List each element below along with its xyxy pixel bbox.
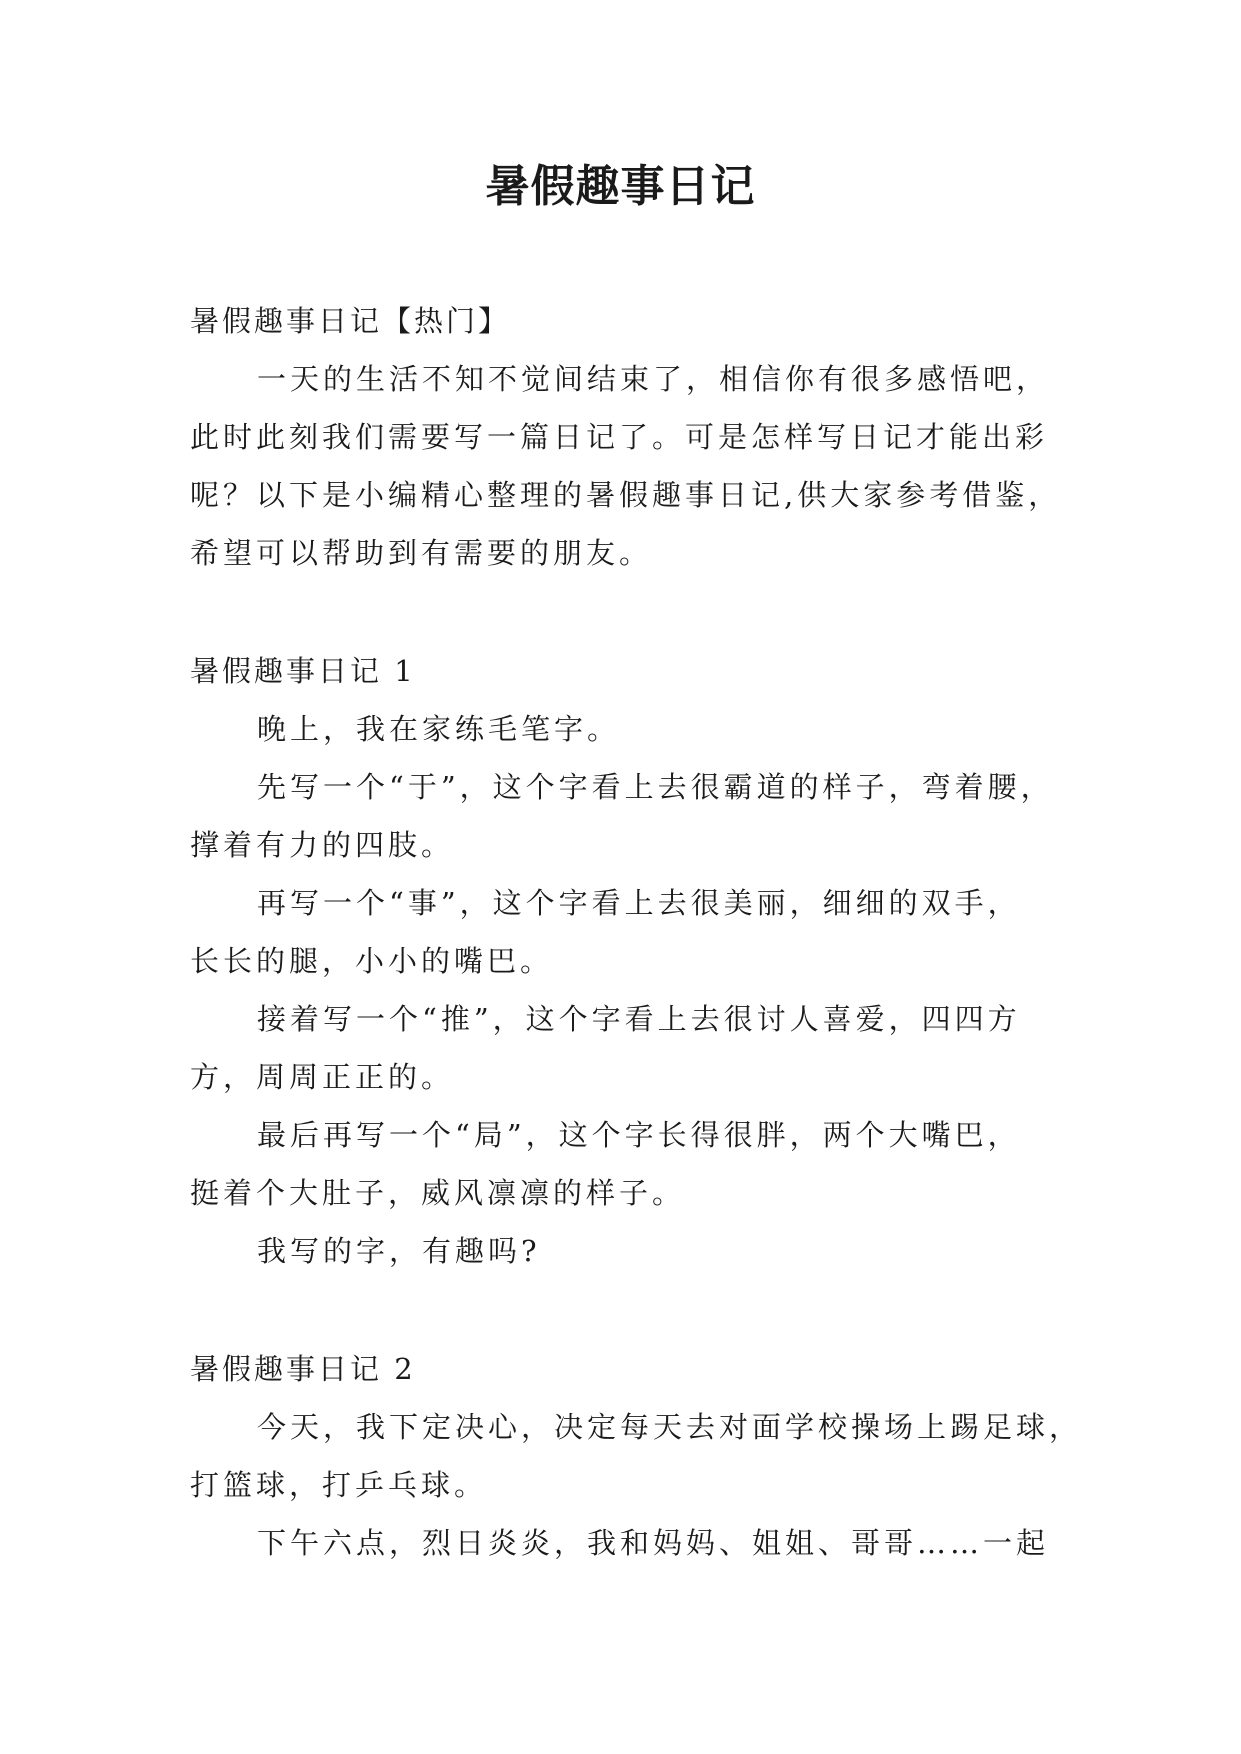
intro-heading: 暑假趣事日记【热门】	[190, 304, 511, 338]
paragraph-line: 再写一个“事”，这个字看上去很美丽，细细的双手，	[257, 886, 1021, 920]
paragraph-line: 晚上，我在家练毛笔字。	[257, 712, 621, 746]
section-1-heading: 暑假趣事日记 1	[190, 654, 416, 688]
paragraph-line: 方，周周正正的。	[190, 1060, 455, 1094]
paragraph-line: 挺着个大肚子，威风凛凛的样子。	[190, 1176, 686, 1210]
paragraph-line: 我写的字，有趣吗?	[257, 1234, 541, 1268]
document-title: 暑假趣事日记	[485, 161, 756, 212]
paragraph-line: 撑着有力的四肢。	[190, 828, 455, 862]
paragraph-line: 此时此刻我们需要写一篇日记了。可是怎样写日记才能出彩	[190, 420, 1049, 454]
paragraph-line: 今天，我下定决心，决定每天去对面学校操场上踢足球，	[257, 1410, 1083, 1444]
paragraph-line: 呢？以下是小编精心整理的暑假趣事日记,供大家参考借鉴，	[190, 478, 1062, 512]
paragraph-line: 下午六点，烈日炎炎，我和妈妈、姐姐、哥哥……一起	[257, 1526, 1050, 1560]
paragraph-line: 长长的腿，小小的嘴巴。	[190, 944, 554, 978]
section-gap	[190, 582, 1070, 642]
document-body	[190, 292, 1083, 1572]
paragraph-line: 最后再写一个“局”，这个字长得很胖，两个大嘴巴，	[257, 1118, 1021, 1152]
paragraph-line: 接着写一个“推”，这个字看上去很讨人喜爱，四四方	[257, 1002, 1021, 1036]
paragraph-line: 一天的生活不知不觉间结束了，相信你有很多感悟吧，	[257, 362, 1050, 396]
paragraph-line: 希望可以帮助到有需要的朋友。	[190, 536, 653, 570]
section-gap	[190, 1280, 1070, 1340]
paragraph-line: 打篮球，打乒乓球。	[190, 1468, 488, 1502]
section-2-heading: 暑假趣事日记 2	[190, 1352, 416, 1386]
paragraph-line: 先写一个“于”，这个字看上去很霸道的样子，弯着腰，	[257, 770, 1054, 804]
